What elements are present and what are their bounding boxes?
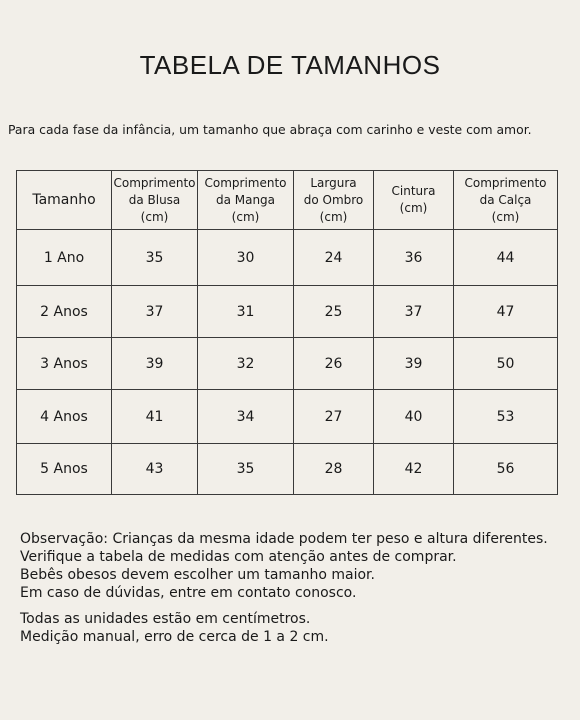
table-row <box>17 444 558 495</box>
waist-cell: 40 <box>374 390 454 444</box>
header-line: (cm) <box>140 209 169 224</box>
note-line: Verifique a tabela de medidas com atenção antes de comprar. <box>20 549 457 565</box>
notes-spacer <box>20 602 575 610</box>
note-line: Medição manual, erro de cerca de 1 a 2 cm. <box>20 629 329 645</box>
header-line: Comprimento <box>204 175 287 190</box>
table-row <box>17 338 558 390</box>
header-size <box>17 171 112 230</box>
header-line: (cm) <box>399 201 428 215</box>
table-row <box>17 390 558 444</box>
header-shoulder-width <box>294 171 374 230</box>
page-title: TABELA DE TAMANHOS <box>139 50 441 80</box>
header-line: do Ombro <box>303 192 364 207</box>
header-waist <box>374 171 454 230</box>
header-line: Comprimento <box>464 175 547 190</box>
shirt-length-cell: 39 <box>112 338 198 390</box>
sleeve-length-cell: 30 <box>198 230 294 286</box>
pants-length-cell: 47 <box>454 286 558 338</box>
shoulder-width-cell: 26 <box>294 338 374 390</box>
sleeve-length-cell: 31 <box>198 286 294 338</box>
size-cell: 5 Anos <box>17 444 112 495</box>
size-cell: 4 Anos <box>17 390 112 444</box>
shoulder-width-cell: 28 <box>294 444 374 495</box>
waist-cell: 42 <box>374 444 454 495</box>
header-line: da Blusa <box>128 192 181 207</box>
header-line: (cm) <box>231 209 260 224</box>
table-row <box>17 230 558 286</box>
header-line: Largura <box>310 175 357 190</box>
shirt-length-cell: 35 <box>112 230 198 286</box>
header-line: (cm) <box>491 209 520 224</box>
pants-length-cell: 56 <box>454 444 558 495</box>
sleeve-length-cell: 35 <box>198 444 294 495</box>
note-line: Bebês obesos devem escolher um tamanho maior. <box>20 567 375 583</box>
note-line: Observação: Crianças da mesma idade podem ter peso e altura diferentes. <box>20 531 548 547</box>
pants-length-cell: 44 <box>454 230 558 286</box>
shoulder-width-cell: 25 <box>294 286 374 338</box>
notes-block <box>20 530 575 646</box>
sleeve-length-cell: 34 <box>198 390 294 444</box>
note-line: Todas as unidades estão em centímetros. <box>20 611 311 627</box>
shoulder-width-cell: 27 <box>294 390 374 444</box>
pants-length-cell: 50 <box>454 338 558 390</box>
shirt-length-cell: 41 <box>112 390 198 444</box>
table-header-row <box>17 171 558 230</box>
header-line: Cintura <box>391 184 436 198</box>
size-cell: 2 Anos <box>17 286 112 338</box>
header-line: da Manga <box>215 192 276 207</box>
shirt-length-cell: 37 <box>112 286 198 338</box>
header-line: (cm) <box>319 209 348 224</box>
waist-cell: 39 <box>374 338 454 390</box>
page-subtitle: Para cada fase da infância, um tamanho que abraça com carinho e veste com amor. <box>8 122 532 137</box>
note-line: Em caso de dúvidas, entre em contato conosco. <box>20 585 357 601</box>
size-cell: 3 Anos <box>17 338 112 390</box>
shoulder-width-cell: 24 <box>294 230 374 286</box>
size-cell: 1 Ano <box>17 230 112 286</box>
header-line: Tamanho <box>32 191 96 208</box>
pants-length-cell: 53 <box>454 390 558 444</box>
waist-cell: 36 <box>374 230 454 286</box>
header-shirt-length <box>112 171 198 230</box>
header-line: Comprimento <box>113 175 196 190</box>
size-table <box>16 170 558 495</box>
sleeve-length-cell: 32 <box>198 338 294 390</box>
waist-cell: 37 <box>374 286 454 338</box>
table-row <box>17 286 558 338</box>
header-pants-length <box>454 171 558 230</box>
header-sleeve-length <box>198 171 294 230</box>
shirt-length-cell: 43 <box>112 444 198 495</box>
header-line: da Calça <box>479 192 532 207</box>
